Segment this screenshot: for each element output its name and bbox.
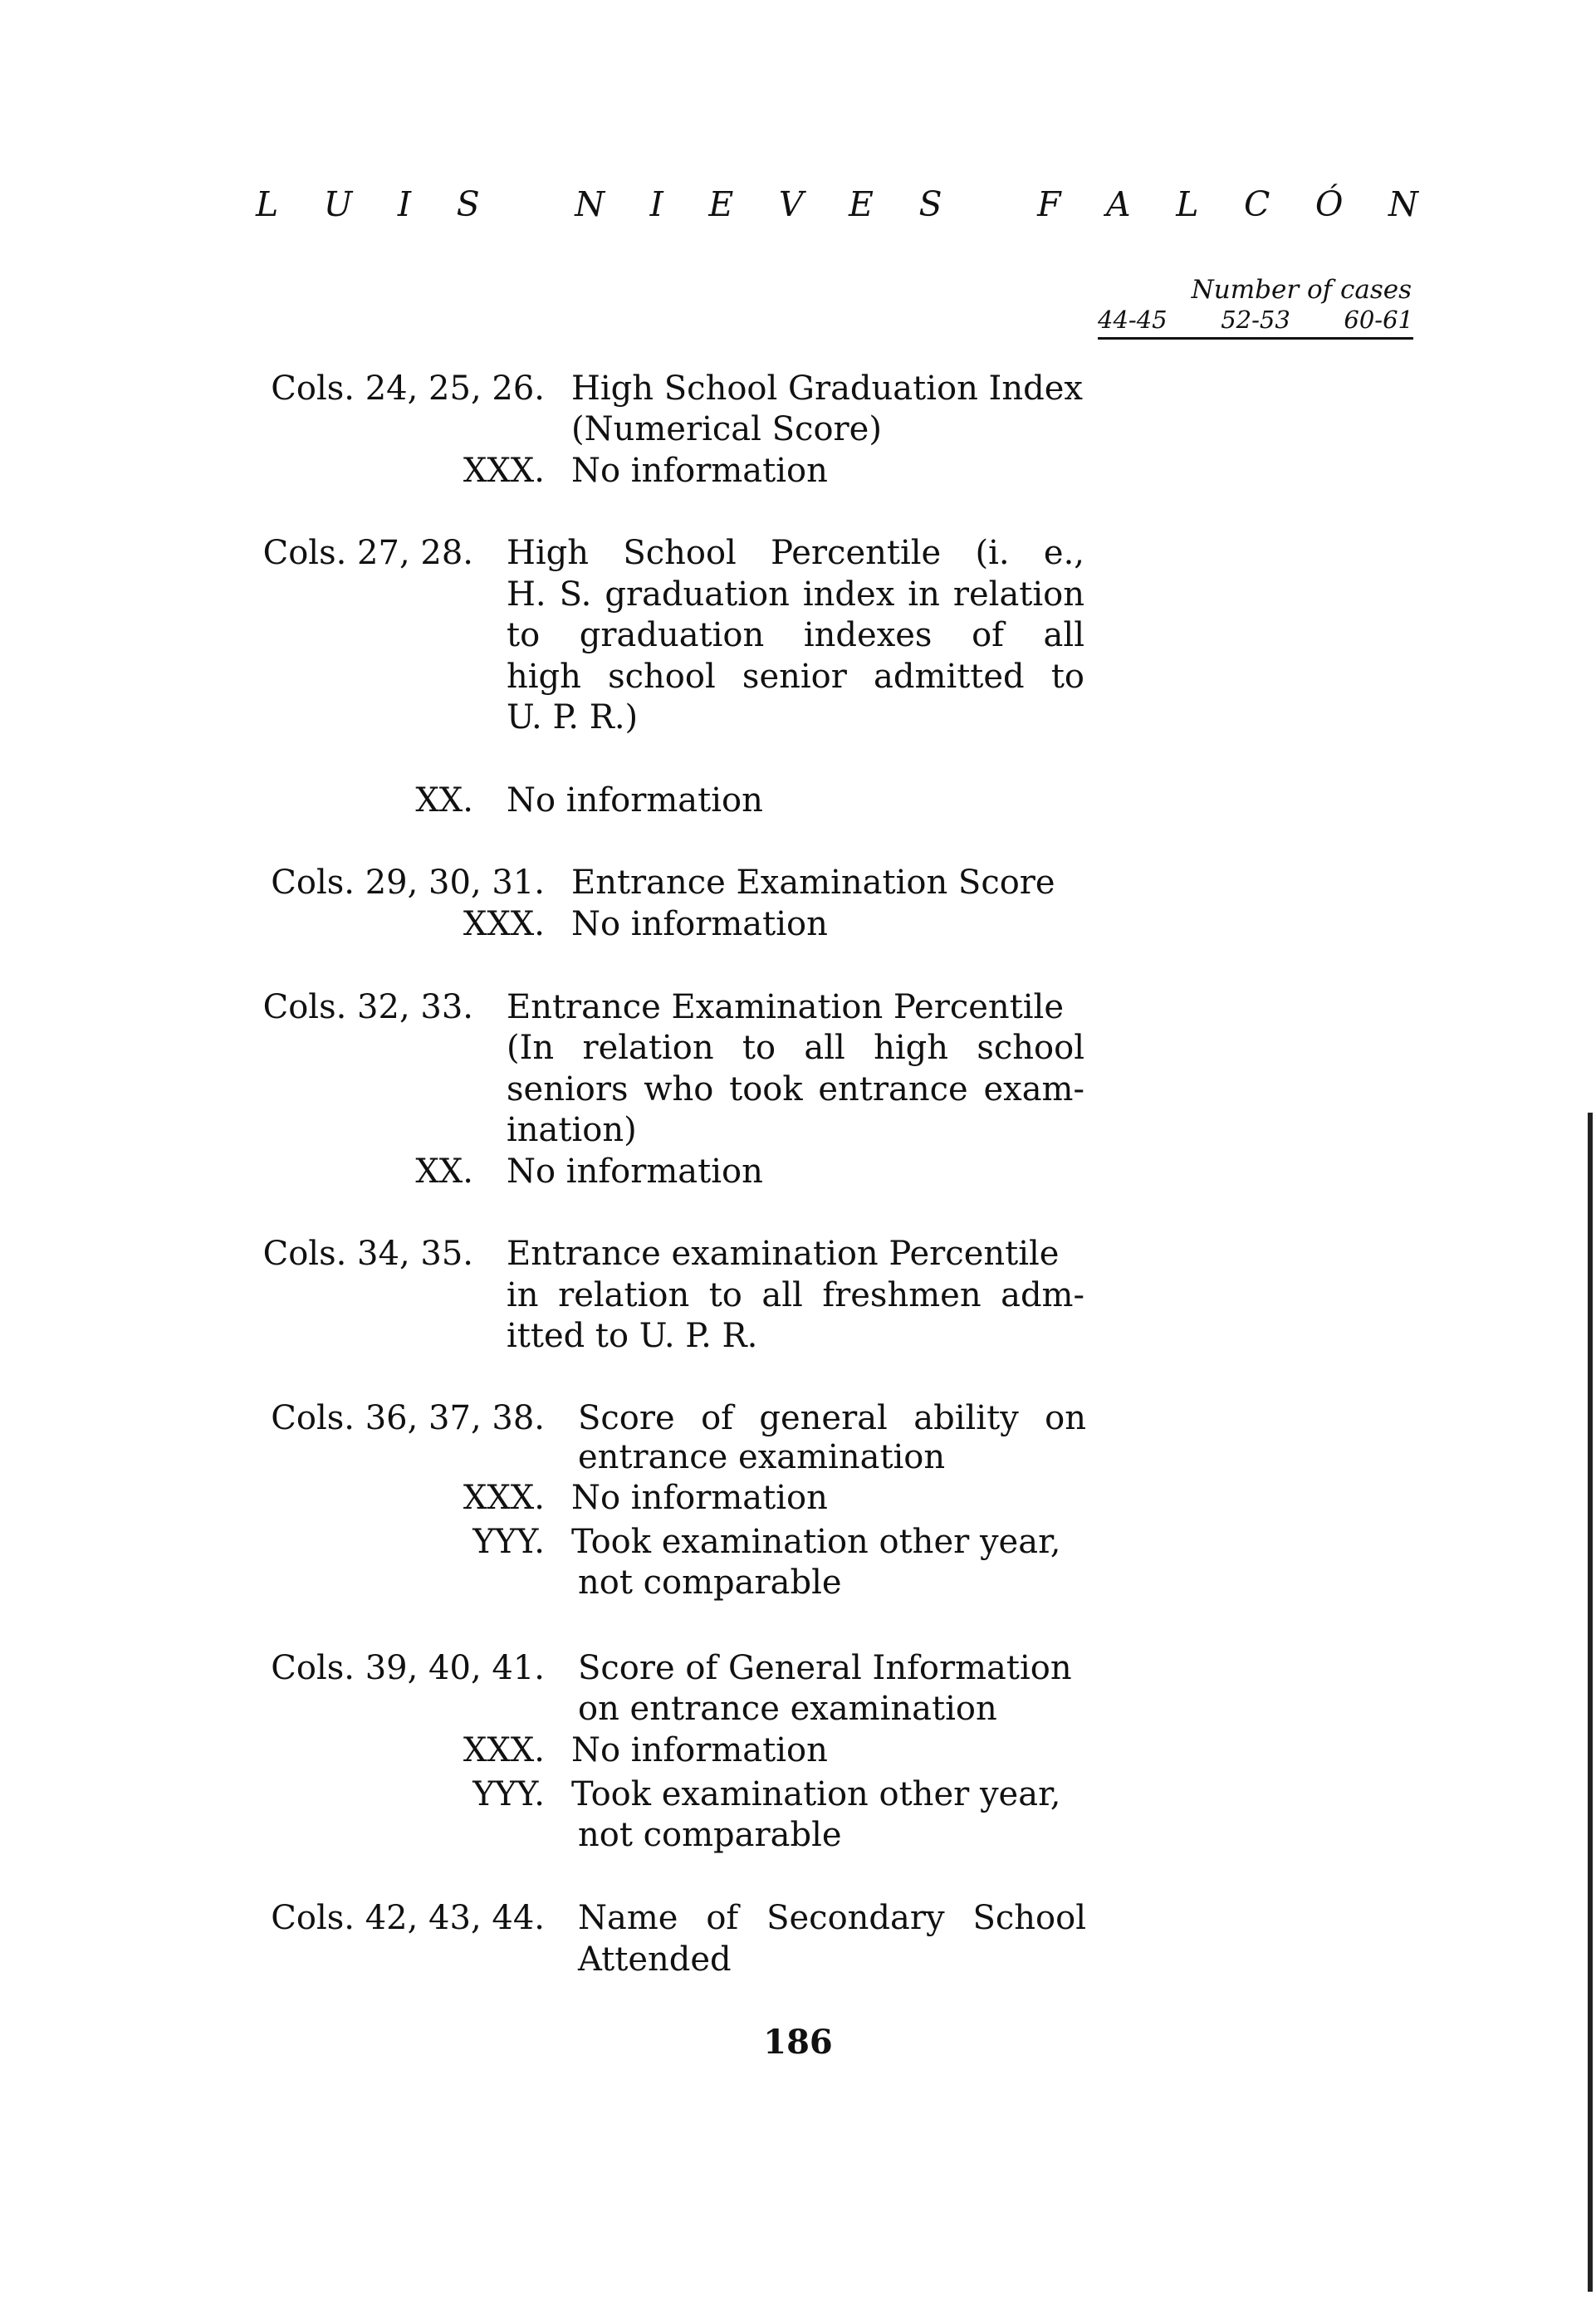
running-head-letter: Ó [1314,184,1344,224]
code-description-line: No information [571,905,828,943]
code-label: XX. [415,1152,473,1191]
scan-edge-shadow [1588,1113,1593,2292]
entry-description-line: ination) [507,1111,637,1149]
entry-description-line: high school senior admitted to [507,658,1084,696]
code-label: YYY. [472,1523,545,1561]
code-description-line: Took examination other year, [571,1523,1061,1561]
entry-description-line: High School Percentile (i. e., [507,534,1084,572]
entry-description-line: Name of Secondary School [578,1899,1086,1937]
page-number: 186 [763,2023,833,2062]
running-head-letter: E [708,184,734,224]
code-description-line: not comparable [578,1564,842,1602]
cols-label: Cols. 42, 43, 44. [271,1899,545,1937]
number-of-cases-header [1098,274,1413,340]
code-description-line: No information [507,781,763,820]
code-description-line: No information [571,452,828,490]
year-column: 60-61 [1344,306,1413,334]
running-head-author [256,184,1418,234]
code-label: XX. [415,781,473,820]
entry-description-line: itted to U. P. R. [507,1317,758,1355]
running-head-letter: C [1243,184,1270,224]
cols-label: Cols. 36, 37, 38. [271,1399,545,1437]
code-description-line: Took examination other year, [571,1775,1061,1813]
running-head-letter: V [778,184,804,224]
entry-description-line: (Numerical Score) [571,410,882,448]
code-label: XXX. [463,905,545,943]
code-description-line: not comparable [578,1816,842,1854]
entry-description-line: H. S. graduation index in relation [507,575,1084,614]
code-description-line: No information [507,1152,763,1191]
running-head-letter: U [323,184,353,224]
entry-description-line: entrance examination [578,1438,946,1476]
cols-label: Cols. 32, 33. [262,988,473,1026]
entry-description-line: in relation to all freshmen adm- [507,1276,1084,1314]
cases-label: Number of cases [1191,275,1412,305]
running-head-letter: L [1176,184,1199,224]
running-head-letter: S [918,184,942,224]
code-label: XXX. [463,452,545,490]
entry-description-line: seniors who took entrance exam- [507,1070,1084,1108]
entry-description-line: (In relation to all high school [507,1029,1084,1067]
running-head-letter: A [1106,184,1131,224]
running-head-letter: L [256,184,279,224]
code-label: YYY. [472,1775,545,1813]
entry-description-line: Attended [578,1940,732,1979]
cols-label: Cols. 39, 40, 41. [271,1649,545,1687]
running-head-letter: F [1037,184,1061,224]
year-column: 44-45 [1098,306,1168,334]
entry-description-line: Entrance Examination Score [571,864,1055,902]
running-head-letter: E [848,184,874,224]
entry-description-line: Score of General Information [578,1649,1072,1687]
code-label: XXX. [463,1731,545,1769]
running-head-letter: I [397,184,412,224]
entry-description-line: on entrance examination [578,1690,997,1728]
entry-description-line: to graduation indexes of all [507,616,1084,654]
code-label: XXX. [463,1479,545,1517]
cols-label: Cols. 27, 28. [262,534,473,572]
entry-description-line: U. P. R.) [507,698,639,736]
entry-description-line: Score of general ability on [578,1399,1086,1437]
cols-label: Cols. 29, 30, 31. [271,864,545,902]
running-head-letter: I [649,184,663,224]
entry-description-line: Entrance examination Percentile [507,1235,1060,1273]
running-head-letter: S [456,184,480,224]
cases-year-columns [1098,306,1413,340]
cols-label: Cols. 34, 35. [262,1235,473,1273]
year-column: 52-53 [1221,306,1290,334]
entry-description-line: Entrance Examination Percentile [507,988,1064,1026]
code-description-line: No information [571,1479,828,1517]
code-description-line: No information [571,1731,828,1769]
running-head-letter: N [575,184,605,224]
running-head-letter: N [1388,184,1418,224]
entry-description-line: High School Graduation Index [571,369,1083,408]
cols-label: Cols. 24, 25, 26. [271,369,545,408]
